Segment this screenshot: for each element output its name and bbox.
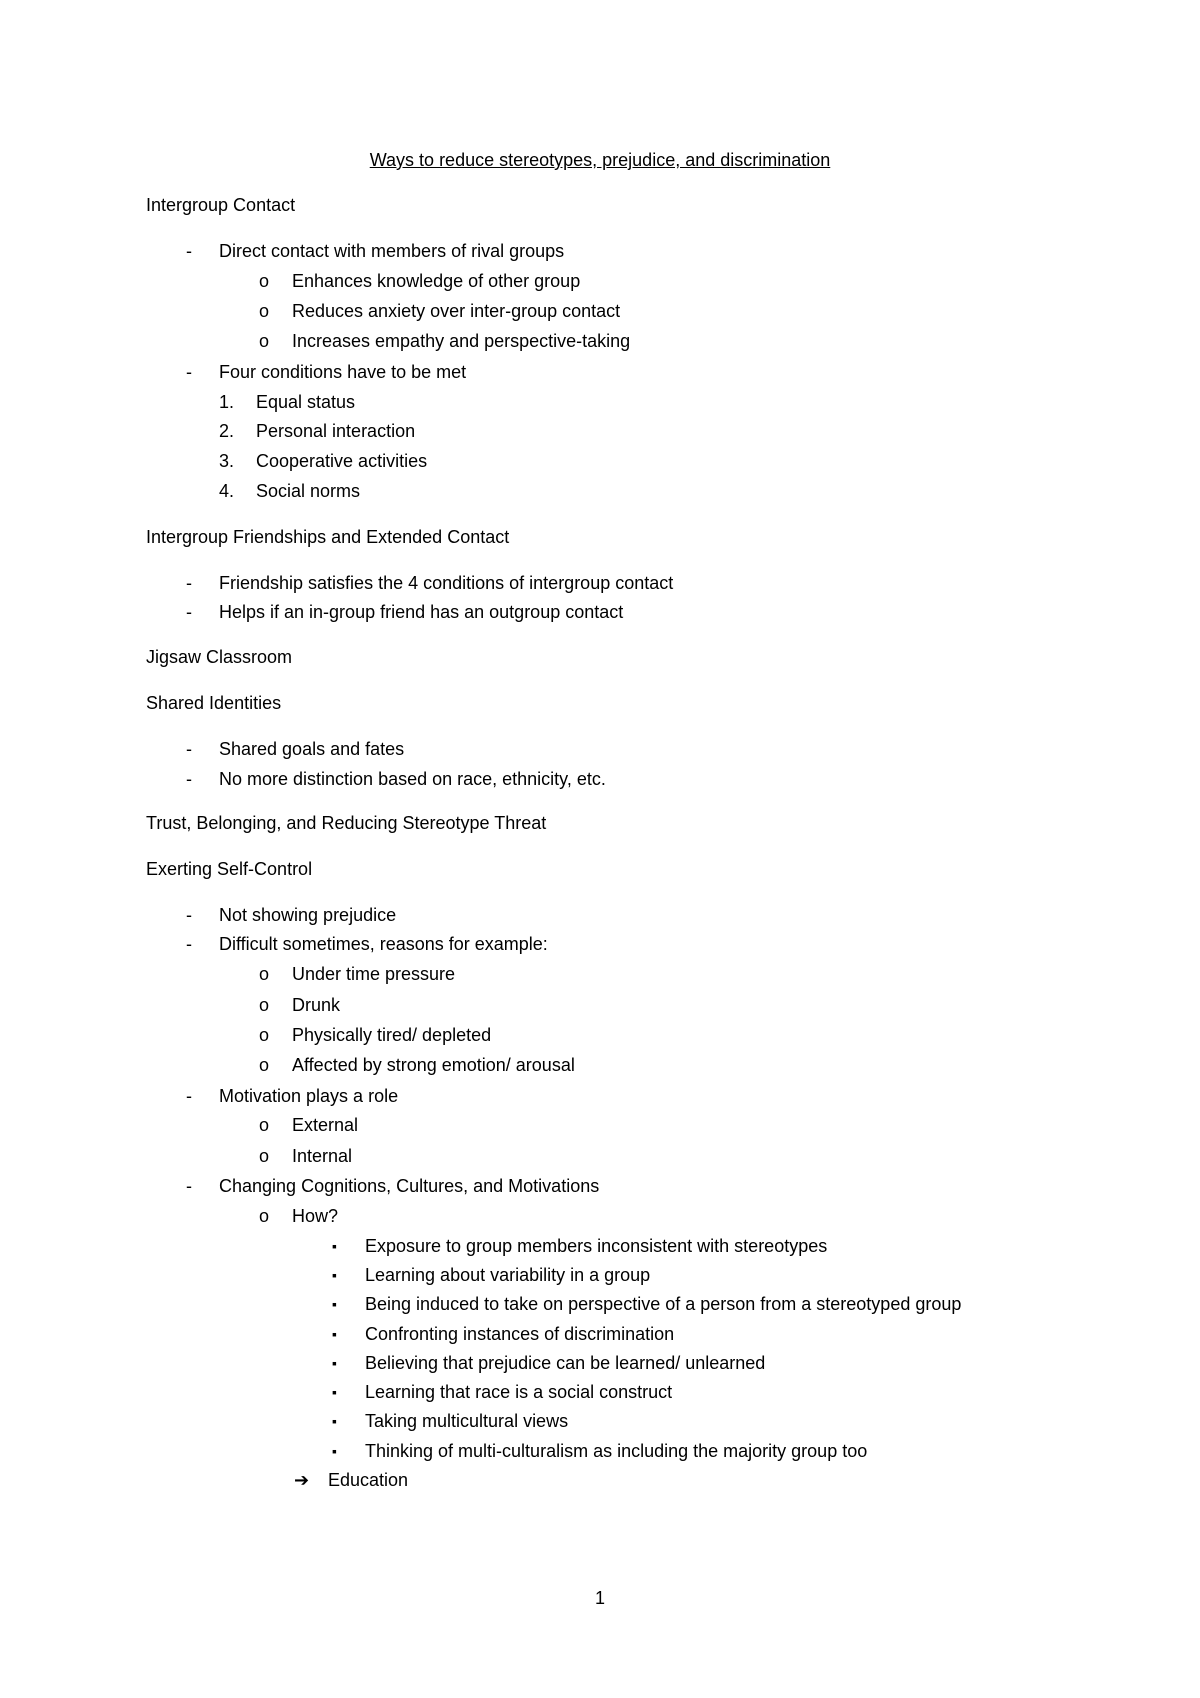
- list-item: Reduces anxiety over inter-group contact: [292, 301, 621, 321]
- square-bullet: ▪: [332, 1326, 337, 1342]
- list-item: Enhances knowledge of other group: [292, 271, 581, 291]
- square-bullet: ▪: [332, 1238, 337, 1254]
- circle-bullet: o: [259, 1146, 270, 1166]
- list-item: No more distinction based on race, ethnicity, etc.: [219, 769, 606, 789]
- square-bullet: ▪: [332, 1267, 337, 1283]
- list-item: Confronting instances of discrimination: [365, 1324, 675, 1344]
- arrow-icon: ➔: [294, 1470, 310, 1490]
- list-item: Personal interaction: [256, 421, 416, 441]
- circle-bullet: o: [259, 1115, 270, 1135]
- list-item: Believing that prejudice can be learned/ unlearned: [365, 1353, 766, 1373]
- dash-bullet: -: [186, 1176, 192, 1196]
- square-bullet: ▪: [332, 1296, 337, 1312]
- list-item: Affected by strong emotion/ arousal: [292, 1055, 575, 1075]
- dash-bullet: -: [186, 934, 192, 954]
- list-number: 1.: [219, 392, 235, 412]
- dash-bullet: -: [186, 362, 192, 382]
- square-bullet: ▪: [332, 1384, 337, 1400]
- circle-bullet: o: [259, 1025, 270, 1045]
- list-item: Not showing prejudice: [219, 905, 397, 925]
- list-item: Learning about variability in a group: [365, 1265, 651, 1285]
- list-number: 4.: [219, 481, 235, 501]
- dash-bullet: -: [186, 241, 192, 261]
- heading-jigsaw: Jigsaw Classroom: [146, 647, 293, 667]
- list-item: Direct contact with members of rival groups: [219, 241, 565, 261]
- dash-bullet: -: [186, 1086, 192, 1106]
- heading-intergroup-contact: Intergroup Contact: [146, 195, 296, 215]
- heading-self-control: Exerting Self-Control: [146, 859, 313, 879]
- list-item: Exposure to group members inconsistent with stereotypes: [365, 1236, 828, 1256]
- circle-bullet: o: [259, 301, 270, 321]
- list-item: Thinking of multi-culturalism as including the majority group too: [365, 1441, 868, 1461]
- dash-bullet: -: [186, 769, 192, 789]
- list-item: Education: [328, 1470, 409, 1490]
- circle-bullet: o: [259, 1206, 270, 1226]
- list-item: Changing Cognitions, Cultures, and Motivations: [219, 1176, 600, 1196]
- circle-bullet: o: [259, 964, 270, 984]
- heading-friendships: Intergroup Friendships and Extended Contact: [146, 527, 510, 547]
- list-item: Increases empathy and perspective-taking: [292, 331, 631, 351]
- square-bullet: ▪: [332, 1413, 337, 1429]
- list-item: Learning that race is a social construct: [365, 1382, 673, 1402]
- list-item: Physically tired/ depleted: [292, 1025, 492, 1045]
- list-item: Motivation plays a role: [219, 1086, 399, 1106]
- list-item: Internal: [292, 1146, 353, 1166]
- list-item: Social norms: [256, 481, 361, 501]
- page-number: 1: [594, 1588, 605, 1608]
- circle-bullet: o: [259, 271, 270, 291]
- circle-bullet: o: [259, 1055, 270, 1075]
- list-item: Helps if an in-group friend has an outgroup contact: [219, 602, 624, 622]
- list-item: Under time pressure: [292, 964, 456, 984]
- list-item: Equal status: [256, 392, 356, 412]
- dash-bullet: -: [186, 602, 192, 622]
- square-bullet: ▪: [332, 1443, 337, 1459]
- heading-shared-identities: Shared Identities: [146, 693, 282, 713]
- list-item: Four conditions have to be met: [219, 362, 467, 382]
- list-number: 2.: [219, 421, 235, 441]
- list-item: Cooperative activities: [256, 451, 428, 471]
- document-title: Ways to reduce stereotypes, prejudice, and discrimination: [369, 150, 831, 170]
- list-number: 3.: [219, 451, 235, 471]
- list-item: Friendship satisfies the 4 conditions of intergroup contact: [219, 573, 674, 593]
- dash-bullet: -: [186, 739, 192, 759]
- list-item: External: [292, 1115, 359, 1135]
- circle-bullet: o: [259, 331, 270, 351]
- square-bullet: ▪: [332, 1355, 337, 1371]
- circle-bullet: o: [259, 995, 270, 1015]
- list-item: Being induced to take on perspective of a person from a stereotyped group: [365, 1294, 962, 1314]
- heading-trust: Trust, Belonging, and Reducing Stereotype Threat: [146, 813, 547, 833]
- list-item: Shared goals and fates: [219, 739, 405, 759]
- dash-bullet: -: [186, 573, 192, 593]
- list-item: How?: [292, 1206, 339, 1226]
- list-item: Drunk: [292, 995, 341, 1015]
- dash-bullet: -: [186, 905, 192, 925]
- list-item: Difficult sometimes, reasons for example:: [219, 934, 548, 954]
- list-item: Taking multicultural views: [365, 1411, 569, 1431]
